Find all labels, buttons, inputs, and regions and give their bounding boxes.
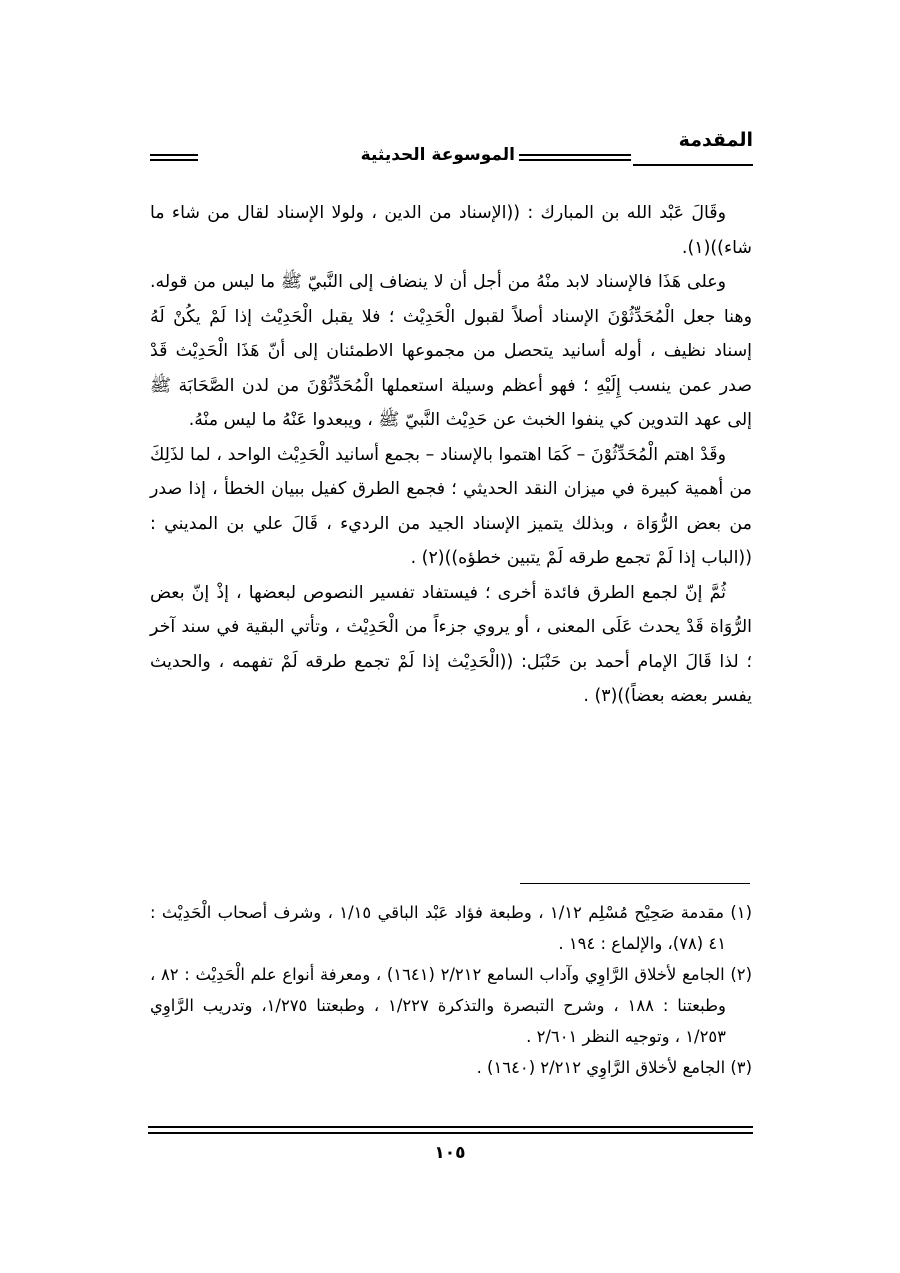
header-rule xyxy=(519,154,631,156)
header-rule xyxy=(150,154,198,156)
paragraph: وعلى هَذَا فالإسناد لابد منْهُ من أجل أن لا ينضاف إلى النَّبيّ ﷺ ما ليس من قوله. وهنا جعل الْمُحَدِّثُوْنَ الإسناد أصلاً لقبول الْحَدِيْث ؛ فلا يقبل الْحَدِيْث إذا لَمْ يكُنْ لَهُ إسناد نظيف ، أوله أسانيد يتحصل من مجموعها الاطمئنان إلى أنّ هَذَا الْحَدِيْث قَدْ صدر عمن ينسب إِلَيْهِ ؛ فهو أعظم وسيلة استعملها الْمُحَدِّثُوْنَ من لدن الصَّحَابَة ﷺ إلى عهد التدوين كي ينفوا الخبث عن حَدِيْث النَّبيّ ﷺ ، ويبعدوا عَنْهُ ما ليس منْهُ. xyxy=(150,272,752,430)
footnote: (٢) الجامع لأخلاق الرَّاوِي وآداب السامع ٢/٢١٢ (١٦٤١) ، ومعرفة أنواع علم الْحَدِيْث : ٨٢ ، وطبعتنا : ١٨٨ ، وشرح التبصرة والتذكرة ١/٢٢٧ ، وطبعتنا ١/٢٧٥، وتدريب الرَّاوِي ١/٢٥٣ ، وتوجيه النظر ٢/٦٠١ . xyxy=(150,965,752,1046)
header-rule xyxy=(633,164,753,166)
footer-rule xyxy=(148,1126,753,1128)
header-rule xyxy=(150,159,198,161)
page-header xyxy=(148,128,753,168)
main-text xyxy=(150,196,752,714)
footer-rule xyxy=(148,1132,753,1134)
footnote: (٣) الجامع لأخلاق الرَّاوِي ٢/٢١٢ (١٦٤٠) . xyxy=(476,1058,752,1077)
page-number: ١٠٥ xyxy=(434,1143,466,1163)
paragraph: وقَدْ اهتم الْمُحَدِّثُوْنَ – كَمَا اهتموا بالإسناد – بجمع أسانيد الْحَدِيْث الواحد ، لما لذَلِكَ من أهمية كبيرة في ميزان النقد الحديثي ؛ فجمع الطرق كفيل ببيان الخطأ ، إذا صدر من بعض الرُّوَاة ، وبذلك يتميز الإسناد الجيد من الرديء ، قَالَ علي بن المديني : ((الباب إذا لَمْ تجمع طرقه لَمْ يتبين خطؤه))(٢) . xyxy=(150,444,752,568)
book-title: الموسوعة الحديثية xyxy=(360,145,515,165)
chapter-title: المقدمة xyxy=(678,129,753,151)
header-rule xyxy=(519,159,631,161)
paragraph: وقَالَ عَبْد الله بن المبارك : ((الإسناد من الدين ، ولولا الإسناد لقال من شاء ما شاء))(١). xyxy=(150,203,752,258)
footnotes xyxy=(150,897,752,1083)
footnote: (١) مقدمة صَحِيْح مُسْلِم ١/١٢ ، وطبعة فؤاد عَبْد الباقي ١/١٥ ، وشرف أصحاب الْحَدِيْث : ٤١ (٧٨)، والإلماع : ١٩٤ . xyxy=(150,903,752,953)
paragraph: ثُمَّ إنّ لجمع الطرق فائدة أخرى ؛ فيستفاد تفسير النصوص لبعضها ، إذْ إنّ بعض الرُّوَاة قَدْ يحدث عَلَى المعنى ، أو يروي جزءاً من الْحَدِيْث ، وتأتي البقية في سند آخر ؛ لذا قَالَ الإمام أحمد بن حَنْبَل: ((الْحَدِيْث إذا لَمْ تجمع طرقه لَمْ تفهمه ، والحديث يفسر بعضه بعضاً))(٣) . xyxy=(150,582,752,706)
footnote-separator xyxy=(520,883,750,884)
